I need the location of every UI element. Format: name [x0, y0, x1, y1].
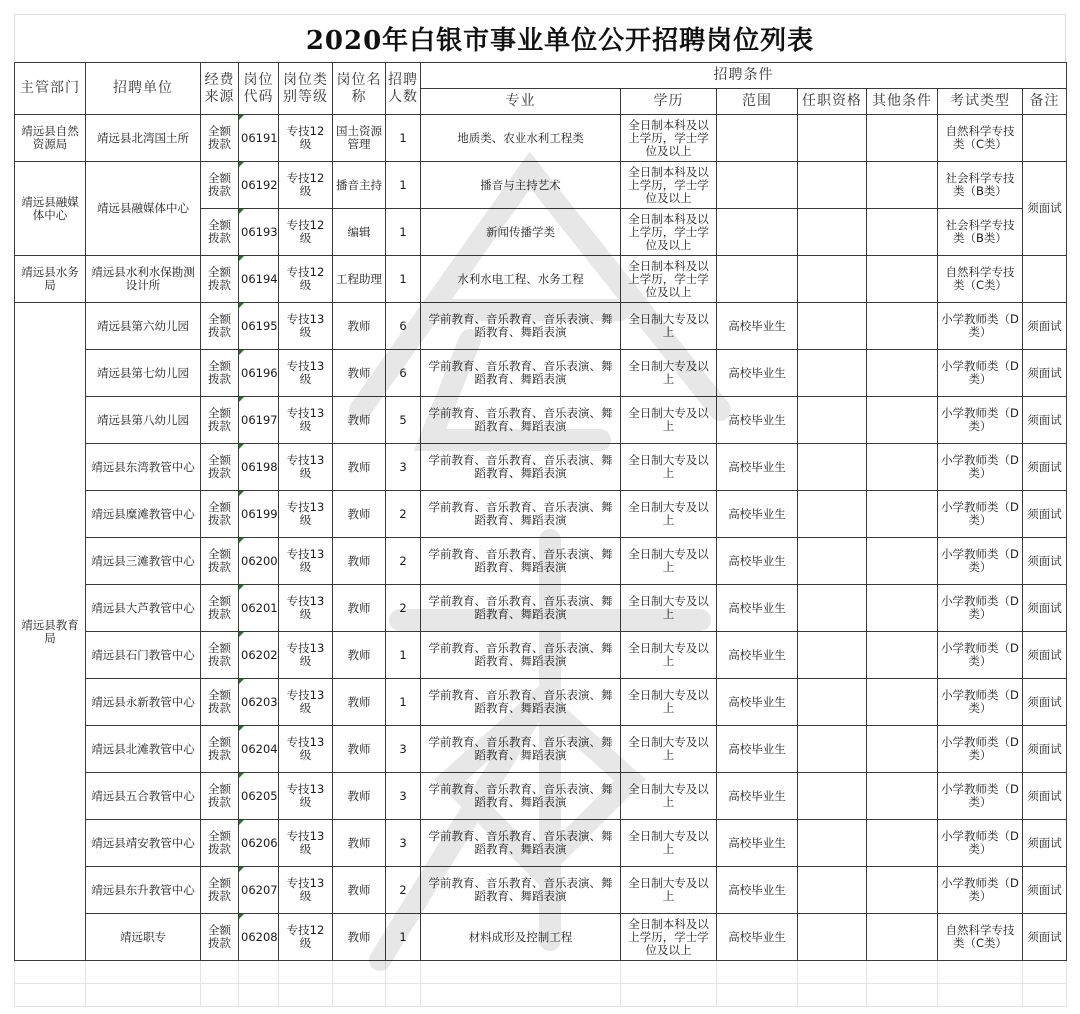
note-cell: 须面试 — [1023, 444, 1067, 491]
code-cell: 06202 — [239, 632, 279, 679]
major-cell: 学前教育、音乐教育、音乐表演、舞蹈教育、舞蹈表演 — [421, 632, 621, 679]
scope-cell: 高校毕业生 — [717, 773, 798, 820]
post-cell: 教师 — [333, 914, 386, 961]
qual-cell — [798, 820, 867, 867]
qual-cell — [798, 632, 867, 679]
edu-cell: 全日制大专及以上 — [621, 491, 717, 538]
major-cell: 水利水电工程、水务工程 — [421, 256, 621, 303]
post-cell: 教师 — [333, 726, 386, 773]
post-cell: 教师 — [333, 397, 386, 444]
note-cell: 须面试 — [1023, 726, 1067, 773]
level-cell: 专技13级 — [279, 820, 333, 867]
other-cell — [867, 914, 938, 961]
post-cell: 工程助理 — [333, 256, 386, 303]
qual-cell — [798, 914, 867, 961]
level-cell: 专技13级 — [279, 632, 333, 679]
header-post: 岗位名称 — [333, 63, 386, 115]
fund-cell: 全额拨款 — [201, 585, 239, 632]
post-cell: 教师 — [333, 350, 386, 397]
table-row — [15, 773, 1067, 820]
count-cell: 3 — [386, 726, 421, 773]
note-cell: 须面试 — [1023, 867, 1067, 914]
qual-cell — [798, 773, 867, 820]
post-cell: 教师 — [333, 820, 386, 867]
count-cell: 3 — [386, 820, 421, 867]
header-other: 其他条件 — [867, 89, 938, 115]
scope-cell: 高校毕业生 — [717, 867, 798, 914]
edu-cell: 全日制本科及以上学历，学士学位及以上 — [621, 209, 717, 256]
other-cell — [867, 209, 938, 256]
header-count: 招聘人数 — [386, 63, 421, 115]
dept-cell: 靖远县教育局 — [15, 303, 86, 961]
count-cell: 5 — [386, 397, 421, 444]
code-cell: 06197 — [239, 397, 279, 444]
scope-cell: 高校毕业生 — [717, 538, 798, 585]
scope-cell — [717, 115, 798, 162]
qual-cell — [798, 256, 867, 303]
major-cell: 材料成形及控制工程 — [421, 914, 621, 961]
edu-cell: 全日制大专及以上 — [621, 444, 717, 491]
exam-cell: 小学教师类（D类） — [938, 303, 1023, 350]
header-row-1 — [15, 63, 1067, 89]
level-cell: 专技13级 — [279, 444, 333, 491]
level-cell: 专技12级 — [279, 256, 333, 303]
scope-cell: 高校毕业生 — [717, 350, 798, 397]
level-cell: 专技12级 — [279, 209, 333, 256]
count-cell: 1 — [386, 162, 421, 209]
note-cell: 须面试 — [1023, 773, 1067, 820]
post-cell: 教师 — [333, 303, 386, 350]
edu-cell: 全日制大专及以上 — [621, 397, 717, 444]
fund-cell: 全额拨款 — [201, 914, 239, 961]
table-row — [15, 115, 1067, 162]
level-cell: 专技13级 — [279, 867, 333, 914]
edu-cell: 全日制大专及以上 — [621, 679, 717, 726]
other-cell — [867, 585, 938, 632]
exam-cell: 小学教师类（D类） — [938, 726, 1023, 773]
unit-cell: 靖远县糜滩教管中心 — [86, 491, 201, 538]
title-bar — [14, 14, 1066, 62]
post-cell: 播音主持 — [333, 162, 386, 209]
other-cell — [867, 115, 938, 162]
note-cell — [1023, 115, 1067, 162]
qual-cell — [798, 726, 867, 773]
exam-cell: 小学教师类（D类） — [938, 350, 1023, 397]
table-row — [15, 491, 1067, 538]
post-cell: 教师 — [333, 679, 386, 726]
exam-cell: 社会科学专技类（B类） — [938, 209, 1023, 256]
count-cell: 6 — [386, 303, 421, 350]
edu-cell: 全日制大专及以上 — [621, 820, 717, 867]
code-cell: 06204 — [239, 726, 279, 773]
other-cell — [867, 162, 938, 209]
code-cell: 06199 — [239, 491, 279, 538]
fund-cell: 全额拨款 — [201, 256, 239, 303]
scope-cell: 高校毕业生 — [717, 679, 798, 726]
qual-cell — [798, 585, 867, 632]
qual-cell — [798, 538, 867, 585]
unit-cell: 靖远县第八幼儿园 — [86, 397, 201, 444]
level-cell: 专技13级 — [279, 538, 333, 585]
major-cell: 学前教育、音乐教育、音乐表演、舞蹈教育、舞蹈表演 — [421, 303, 621, 350]
exam-cell: 自然科学专技类（C类） — [938, 115, 1023, 162]
post-cell: 国土资源管理 — [333, 115, 386, 162]
note-cell: 须面试 — [1023, 914, 1067, 961]
exam-cell: 小学教师类（D类） — [938, 632, 1023, 679]
unit-cell: 靖远职专 — [86, 914, 201, 961]
major-cell: 学前教育、音乐教育、音乐表演、舞蹈教育、舞蹈表演 — [421, 397, 621, 444]
scope-cell: 高校毕业生 — [717, 444, 798, 491]
qual-cell — [798, 491, 867, 538]
post-cell: 教师 — [333, 444, 386, 491]
exam-cell: 小学教师类（D类） — [938, 538, 1023, 585]
unit-cell: 靖远县第六幼儿园 — [86, 303, 201, 350]
level-cell: 专技12级 — [279, 115, 333, 162]
exam-cell: 小学教师类（D类） — [938, 585, 1023, 632]
major-cell: 播音与主持艺术 — [421, 162, 621, 209]
edu-cell: 全日制大专及以上 — [621, 867, 717, 914]
count-cell: 1 — [386, 209, 421, 256]
other-cell — [867, 491, 938, 538]
table-row — [15, 444, 1067, 491]
unit-cell: 靖远县第七幼儿园 — [86, 350, 201, 397]
note-cell: 须面试 — [1023, 679, 1067, 726]
unit-cell: 靖远县北滩教管中心 — [86, 726, 201, 773]
code-cell: 06191 — [239, 115, 279, 162]
qual-cell — [798, 679, 867, 726]
table-row — [15, 303, 1067, 350]
scope-cell: 高校毕业生 — [717, 303, 798, 350]
post-cell: 教师 — [333, 867, 386, 914]
dept-cell: 靖远县水务局 — [15, 256, 86, 303]
count-cell: 2 — [386, 867, 421, 914]
table-row — [15, 256, 1067, 303]
unit-cell: 靖远县三滩教管中心 — [86, 538, 201, 585]
level-cell: 专技13级 — [279, 726, 333, 773]
count-cell: 2 — [386, 585, 421, 632]
code-cell: 06208 — [239, 914, 279, 961]
note-cell: 须面试 — [1023, 491, 1067, 538]
code-cell: 06205 — [239, 773, 279, 820]
code-cell: 06206 — [239, 820, 279, 867]
other-cell — [867, 350, 938, 397]
post-cell: 教师 — [333, 632, 386, 679]
qual-cell — [798, 350, 867, 397]
other-cell — [867, 773, 938, 820]
level-cell: 专技13级 — [279, 350, 333, 397]
major-cell: 学前教育、音乐教育、音乐表演、舞蹈教育、舞蹈表演 — [421, 773, 621, 820]
code-cell: 06201 — [239, 585, 279, 632]
fund-cell: 全额拨款 — [201, 867, 239, 914]
post-cell: 教师 — [333, 773, 386, 820]
scope-cell: 高校毕业生 — [717, 491, 798, 538]
count-cell: 1 — [386, 679, 421, 726]
count-cell: 3 — [386, 773, 421, 820]
count-cell: 2 — [386, 491, 421, 538]
table-row — [15, 538, 1067, 585]
major-cell: 学前教育、音乐教育、音乐表演、舞蹈教育、舞蹈表演 — [421, 585, 621, 632]
count-cell: 1 — [386, 632, 421, 679]
table-row — [15, 397, 1067, 444]
edu-cell: 全日制大专及以上 — [621, 303, 717, 350]
scope-cell — [717, 256, 798, 303]
dept-cell: 靖远县融媒体中心 — [15, 162, 86, 256]
exam-cell: 小学教师类（D类） — [938, 679, 1023, 726]
table-row — [15, 726, 1067, 773]
other-cell — [867, 632, 938, 679]
note-cell: 须面试 — [1023, 632, 1067, 679]
post-cell: 教师 — [333, 491, 386, 538]
note-cell: 须面试 — [1023, 162, 1067, 256]
fund-cell: 全额拨款 — [201, 397, 239, 444]
code-cell: 06192 — [239, 162, 279, 209]
count-cell: 6 — [386, 350, 421, 397]
note-cell — [1023, 256, 1067, 303]
code-cell: 06193 — [239, 209, 279, 256]
fund-cell: 全额拨款 — [201, 491, 239, 538]
fund-cell: 全额拨款 — [201, 538, 239, 585]
major-cell: 学前教育、音乐教育、音乐表演、舞蹈教育、舞蹈表演 — [421, 444, 621, 491]
scope-cell — [717, 162, 798, 209]
exam-cell: 小学教师类（D类） — [938, 491, 1023, 538]
unit-cell: 靖远县东湾教管中心 — [86, 444, 201, 491]
recruitment-sheet — [14, 14, 1066, 1007]
code-cell: 06203 — [239, 679, 279, 726]
code-cell: 06196 — [239, 350, 279, 397]
level-cell: 专技13级 — [279, 773, 333, 820]
fund-cell: 全额拨款 — [201, 303, 239, 350]
count-cell: 1 — [386, 256, 421, 303]
fund-cell: 全额拨款 — [201, 820, 239, 867]
code-cell: 06200 — [239, 538, 279, 585]
page-title: 2020年白银市事业单位公开招聘岗位列表 — [305, 26, 815, 56]
header-exam: 考试类型 — [938, 89, 1023, 115]
qual-cell — [798, 303, 867, 350]
exam-cell: 小学教师类（D类） — [938, 773, 1023, 820]
unit-cell: 靖远县靖安教管中心 — [86, 820, 201, 867]
header-qual: 任职资格 — [798, 89, 867, 115]
code-cell: 06207 — [239, 867, 279, 914]
major-cell: 学前教育、音乐教育、音乐表演、舞蹈教育、舞蹈表演 — [421, 679, 621, 726]
level-cell: 专技13级 — [279, 491, 333, 538]
table-row — [15, 914, 1067, 961]
header-major: 专业 — [421, 89, 621, 115]
count-cell: 3 — [386, 444, 421, 491]
fund-cell: 全额拨款 — [201, 773, 239, 820]
table-row — [15, 585, 1067, 632]
count-cell: 2 — [386, 538, 421, 585]
qual-cell — [798, 397, 867, 444]
unit-cell: 靖远县水利水保勘测设计所 — [86, 256, 201, 303]
exam-cell: 社会科学专技类（B类） — [938, 162, 1023, 209]
unit-cell: 靖远县永新教管中心 — [86, 679, 201, 726]
dept-cell: 靖远县自然资源局 — [15, 115, 86, 162]
level-cell: 专技13级 — [279, 679, 333, 726]
scope-cell: 高校毕业生 — [717, 726, 798, 773]
other-cell — [867, 256, 938, 303]
major-cell: 学前教育、音乐教育、音乐表演、舞蹈教育、舞蹈表演 — [421, 726, 621, 773]
header-edu: 学历 — [621, 89, 717, 115]
fund-cell: 全额拨款 — [201, 209, 239, 256]
other-cell — [867, 303, 938, 350]
recruitment-table — [14, 62, 1067, 1007]
blank-row — [15, 961, 1067, 984]
exam-cell: 小学教师类（D类） — [938, 820, 1023, 867]
post-cell: 教师 — [333, 585, 386, 632]
unit-cell: 靖远县北湾国土所 — [86, 115, 201, 162]
level-cell: 专技12级 — [279, 162, 333, 209]
other-cell — [867, 867, 938, 914]
count-cell: 1 — [386, 914, 421, 961]
unit-cell: 靖远县融媒体中心 — [86, 162, 201, 256]
header-note: 备注 — [1023, 89, 1067, 115]
education-bureau-rows — [15, 303, 1067, 961]
table-row — [15, 350, 1067, 397]
table-row — [15, 679, 1067, 726]
other-cell — [867, 538, 938, 585]
table-row — [15, 162, 1067, 209]
other-cell — [867, 726, 938, 773]
note-cell: 须面试 — [1023, 820, 1067, 867]
table-row — [15, 632, 1067, 679]
code-cell: 06194 — [239, 256, 279, 303]
fund-cell: 全额拨款 — [201, 632, 239, 679]
blank-row — [15, 984, 1067, 1007]
other-cell — [867, 397, 938, 444]
header-scope: 范围 — [717, 89, 798, 115]
major-cell: 新闻传播学类 — [421, 209, 621, 256]
note-cell: 须面试 — [1023, 538, 1067, 585]
table-body — [15, 115, 1067, 303]
scope-cell: 高校毕业生 — [717, 585, 798, 632]
edu-cell: 全日制大专及以上 — [621, 585, 717, 632]
exam-cell: 小学教师类（D类） — [938, 444, 1023, 491]
header-code: 岗位代码 — [239, 63, 279, 115]
edu-cell: 全日制大专及以上 — [621, 350, 717, 397]
qual-cell — [798, 444, 867, 491]
major-cell: 学前教育、音乐教育、音乐表演、舞蹈教育、舞蹈表演 — [421, 538, 621, 585]
post-cell: 教师 — [333, 538, 386, 585]
edu-cell: 全日制大专及以上 — [621, 538, 717, 585]
exam-cell: 自然科学专技类（C类） — [938, 256, 1023, 303]
header-conditions: 招聘条件 — [421, 63, 1067, 89]
scope-cell: 高校毕业生 — [717, 632, 798, 679]
qual-cell — [798, 867, 867, 914]
unit-cell: 靖远县大芦教管中心 — [86, 585, 201, 632]
level-cell: 专技13级 — [279, 585, 333, 632]
major-cell: 学前教育、音乐教育、音乐表演、舞蹈教育、舞蹈表演 — [421, 820, 621, 867]
edu-cell: 全日制本科及以上学历，学士学位及以上 — [621, 162, 717, 209]
level-cell: 专技13级 — [279, 303, 333, 350]
major-cell: 地质类、农业水利工程类 — [421, 115, 621, 162]
fund-cell: 全额拨款 — [201, 162, 239, 209]
exam-cell: 小学教师类（D类） — [938, 867, 1023, 914]
edu-cell: 全日制大专及以上 — [621, 632, 717, 679]
header-dept: 主管部门 — [15, 63, 86, 115]
fund-cell: 全额拨款 — [201, 350, 239, 397]
unit-cell: 靖远县石门教管中心 — [86, 632, 201, 679]
code-cell: 06195 — [239, 303, 279, 350]
note-cell: 须面试 — [1023, 350, 1067, 397]
major-cell: 学前教育、音乐教育、音乐表演、舞蹈教育、舞蹈表演 — [421, 867, 621, 914]
qual-cell — [798, 209, 867, 256]
edu-cell: 全日制大专及以上 — [621, 773, 717, 820]
scope-cell — [717, 209, 798, 256]
table-row — [15, 820, 1067, 867]
major-cell: 学前教育、音乐教育、音乐表演、舞蹈教育、舞蹈表演 — [421, 350, 621, 397]
code-cell: 06198 — [239, 444, 279, 491]
other-cell — [867, 679, 938, 726]
fund-cell: 全额拨款 — [201, 115, 239, 162]
blank-tail-rows — [15, 961, 1067, 1007]
qual-cell — [798, 115, 867, 162]
scope-cell: 高校毕业生 — [717, 914, 798, 961]
scope-cell: 高校毕业生 — [717, 820, 798, 867]
unit-cell: 靖远县五合教管中心 — [86, 773, 201, 820]
edu-cell: 全日制大专及以上 — [621, 726, 717, 773]
scope-cell: 高校毕业生 — [717, 397, 798, 444]
other-cell — [867, 820, 938, 867]
count-cell: 1 — [386, 115, 421, 162]
level-cell: 专技13级 — [279, 397, 333, 444]
unit-cell: 靖远县东升教管中心 — [86, 867, 201, 914]
fund-cell: 全额拨款 — [201, 726, 239, 773]
table-row — [15, 867, 1067, 914]
note-cell: 须面试 — [1023, 303, 1067, 350]
edu-cell: 全日制本科及以上学历，学士学位及以上 — [621, 256, 717, 303]
qual-cell — [798, 162, 867, 209]
fund-cell: 全额拨款 — [201, 444, 239, 491]
header-unit: 招聘单位 — [86, 63, 201, 115]
other-cell — [867, 444, 938, 491]
post-cell: 编辑 — [333, 209, 386, 256]
note-cell: 须面试 — [1023, 585, 1067, 632]
fund-cell: 全额拨款 — [201, 679, 239, 726]
exam-cell: 小学教师类（D类） — [938, 397, 1023, 444]
header-level: 岗位类别等级 — [279, 63, 333, 115]
level-cell: 专技12级 — [279, 914, 333, 961]
header-fund: 经费来源 — [201, 63, 239, 115]
edu-cell: 全日制本科及以上学历，学士学位及以上 — [621, 914, 717, 961]
exam-cell: 自然科学专技类（C类） — [938, 914, 1023, 961]
major-cell: 学前教育、音乐教育、音乐表演、舞蹈教育、舞蹈表演 — [421, 491, 621, 538]
edu-cell: 全日制本科及以上学历，学士学位及以上 — [621, 115, 717, 162]
note-cell: 须面试 — [1023, 397, 1067, 444]
